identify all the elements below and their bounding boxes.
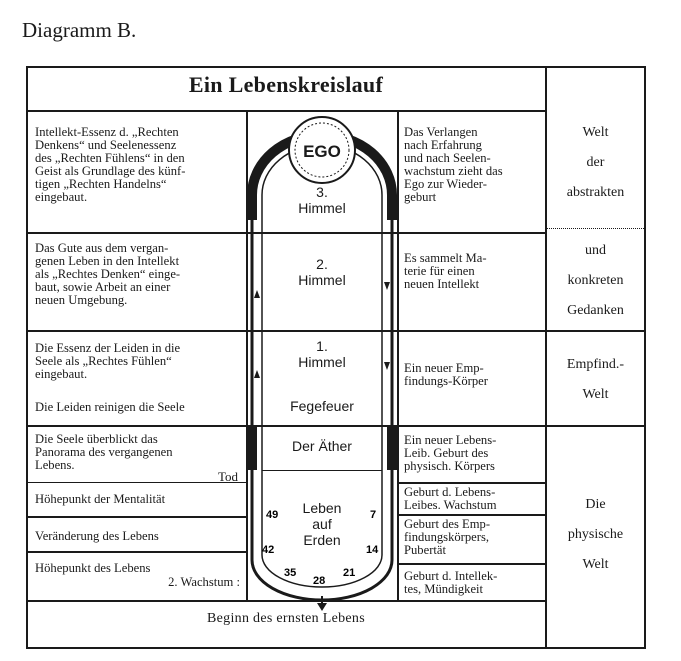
heaven-2-label: 2. Himmel: [298, 256, 346, 288]
right-text-gathers-matter: Es sammelt Ma- terie für einen neuen Intellekt: [404, 251, 487, 291]
heaven-1-label: 1. Himmel: [298, 338, 346, 370]
left-text-change-of-life: Veränderung des Lebens: [35, 529, 159, 543]
arrow-down-left-2: [254, 370, 260, 378]
world-concrete-label: und konkreten Gedanken: [567, 243, 624, 318]
purgatory-label: Fegefeuer: [290, 398, 354, 414]
age-42: 42: [262, 544, 275, 556]
ether-top-line: [262, 425, 382, 426]
death-label: Tod: [218, 469, 239, 484]
left-text-second-growth: 2. Wachstum :: [168, 575, 240, 589]
right-text-new-life-body: Ein neuer Lebens- Leib. Geburt des physisch. Körpers: [404, 433, 497, 473]
age-14: 14: [366, 544, 379, 556]
ether-label: Der Äther: [292, 438, 352, 454]
page-label: Diagramm B.: [22, 18, 137, 42]
left-text-essence: Intellekt-Essenz d. „Rechten Denkens“ und Seelenessenz des „Rechten Fühlens“ in den Geist als Grundlage des künf- tigen „Rechten Handelns“ eingebaut.: [35, 125, 186, 204]
bottom-arrow-head: [317, 603, 327, 611]
right-text-new-feeling-body: Ein neuer Emp- findungs-Körper: [404, 361, 488, 388]
bottom-label: Beginn des ernsten Lebens: [207, 611, 365, 626]
left-text-mental-peak: Höhepunkt der Mentalität: [35, 492, 166, 506]
world-physical-label: Die physische Welt: [567, 497, 624, 572]
world-feeling-label: Empfind.- Welt: [566, 357, 625, 402]
age-7: 7: [370, 509, 377, 521]
heaven-3-label: 3. Himmel: [298, 184, 346, 216]
age-35: 35: [284, 567, 297, 579]
earth-life-label: Leben auf Erden: [302, 500, 342, 548]
left-text-suffering-cleanses: Die Leiden reinigen die Seele: [35, 400, 185, 414]
ether-bottom-line: [262, 470, 382, 471]
age-28: 28: [313, 575, 326, 587]
right-text-feeling-body-birth: Geburt des Emp- findungskörpers, Pubertät: [404, 517, 491, 557]
left-text-panorama: Die Seele überblickt das Panorama des vergangenen Lebens.: [35, 432, 173, 472]
left-text-suffering-essence: Die Essenz der Leiden in die Seele als „Rechtes Fühlen“ eingebaut.: [35, 341, 181, 381]
age-21: 21: [343, 567, 356, 579]
diagram-title: Ein Lebenskreislauf: [188, 72, 384, 97]
age-49: 49: [266, 509, 279, 521]
arrow-down-left: [254, 290, 260, 298]
arrow-up-right: [384, 282, 390, 290]
right-text-intellect-birth: Geburt d. Intellek- tes, Mündigkeit: [404, 569, 498, 596]
ego-label: EGO: [303, 142, 341, 161]
world-abstract-label: Welt der abstrakten: [566, 125, 625, 200]
right-text-life-body-birth: Geburt d. Lebens- Leibes. Wachstum: [404, 485, 497, 512]
left-text-life-peak: Höhepunkt des Lebens: [35, 561, 151, 575]
arrow-up-right-2: [384, 362, 390, 370]
left-text-good: Das Gute aus dem vergan- genen Leben in den Intellekt als „Rechtes Denken“ einge- baut, sowie Arbeit an einer neuen Umgebung.: [35, 241, 181, 307]
right-text-desire: Das Verlangen nach Erfahrung und nach Seelen- wachstum zieht das Ego zur Wieder- geburt: [404, 125, 503, 204]
